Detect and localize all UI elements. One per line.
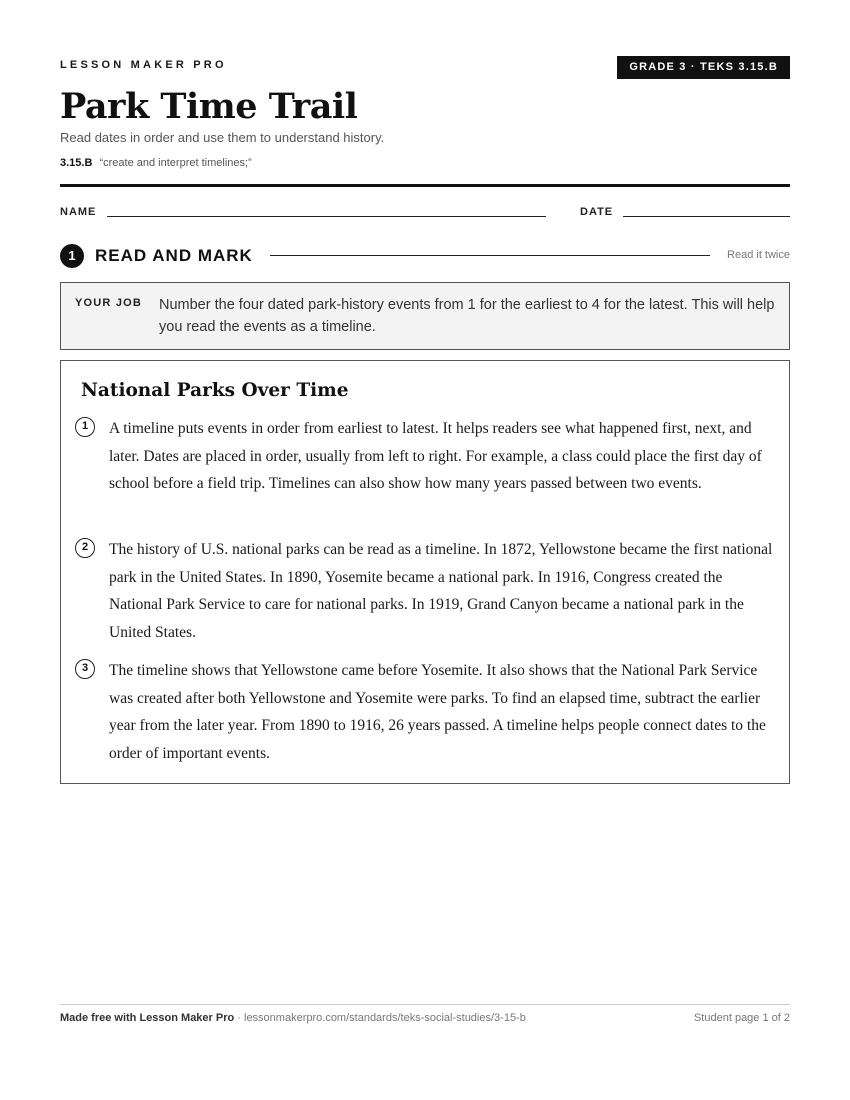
passage-paragraph — [75, 657, 775, 769]
paragraph-number-badge: 1 — [75, 417, 95, 437]
paragraph-number-badge: 2 — [75, 538, 95, 558]
instructions-text: Number the four dated park-history events from 1 for the earliest to 4 for the latest. This will help you read the events as a timeline. — [159, 297, 775, 335]
footer — [60, 1012, 790, 1026]
paragraph-text: The timeline shows that Yellowstone came before Yosemite. It also shows that the National Park Service was created after both Yellowstone and Yosemite were parks. To find an elapsed time, subtract the earlier year from the later year. From 1890 to 1916, 26 years passed. A timeline helps people connect dates to the order of important events. — [109, 662, 766, 762]
footer-url[interactable]: lessonmakerpro.com/standards/teks-social-studies/3-15-b — [244, 1012, 526, 1024]
page-subtitle: Read dates in order and use them to understand history. — [60, 130, 385, 145]
name-date-fields — [60, 204, 790, 220]
header-divider — [60, 184, 790, 187]
footer-made-with: Made free with Lesson Maker Pro — [60, 1012, 235, 1024]
standard-reference — [60, 157, 252, 169]
reading-passage — [60, 360, 790, 784]
instructions-box — [60, 282, 790, 350]
standard-text: “create and interpret timelines;” — [99, 157, 252, 169]
passage-paragraph — [75, 536, 775, 648]
paragraph-text: A timeline puts events in order from earliest to latest. It helps readers see what happened first, next, and later. Dates are placed in order, usually from left to right. For example, a class could place the first day of school before a field trip. Timelines can also show how many years passed between two events. — [109, 420, 762, 492]
date-input-line[interactable] — [623, 216, 790, 217]
footer-divider — [60, 1004, 790, 1005]
section-note: Read it twice — [727, 249, 790, 261]
name-label: NAME — [60, 206, 97, 218]
worksheet-page — [60, 0, 790, 1100]
section-divider — [270, 255, 710, 256]
page-title: Park Time Trail — [60, 86, 358, 127]
brand-name: LESSON MAKER PRO — [60, 59, 227, 71]
paragraph-number-badge: 3 — [75, 659, 95, 679]
date-label: DATE — [580, 206, 614, 218]
passage-paragraph — [75, 415, 775, 527]
section-title: READ AND MARK — [95, 246, 253, 265]
footer-separator: · — [234, 1012, 244, 1024]
top-bar — [60, 56, 790, 80]
footer-page-number: Student page 1 of 2 — [693, 1012, 790, 1024]
name-input-line[interactable] — [107, 216, 546, 217]
section-header — [60, 243, 790, 269]
standard-code: 3.15.B — [60, 157, 93, 169]
passage-title: National Parks Over Time — [81, 380, 349, 401]
section-number-badge: 1 — [60, 244, 84, 268]
instructions-label: YOUR JOB — [75, 297, 143, 309]
paragraph-text: The history of U.S. national parks can be read as a timeline. In 1872, Yellowstone became the first national park in the United States. In 1890, Yosemite became a national park. In 1916, Congress created the National Park Service to care for national parks. In 1919, Grand Canyon became a national park in the United States. — [109, 541, 773, 641]
grade-badge: GRADE 3 · TEKS 3.15.B — [617, 56, 790, 79]
